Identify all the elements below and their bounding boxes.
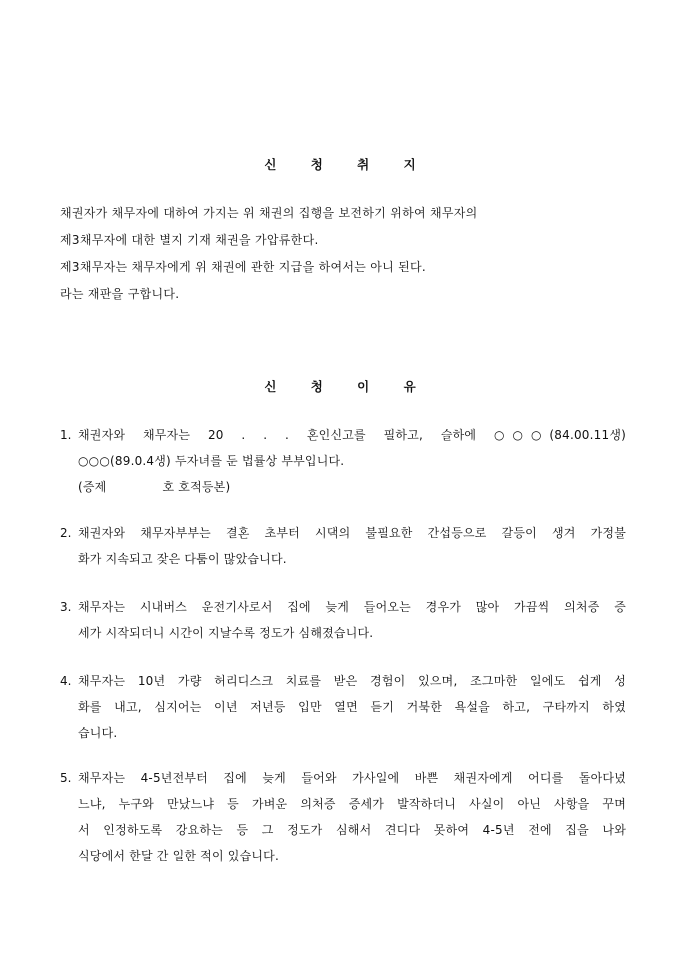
purpose-heading: 신 청 취 지 xyxy=(264,157,416,172)
reason-number: 4. xyxy=(60,674,72,688)
purpose-line: 라는 재판을 구합니다. xyxy=(60,287,180,301)
reasons-heading: 신 청 이 유 xyxy=(264,379,416,394)
reason-item xyxy=(60,422,626,500)
reason-item xyxy=(60,668,626,746)
purpose-line: 채권자가 채무자에 대하여 가지는 위 채권의 집행을 보전하기 위하여 채무자의 xyxy=(60,206,478,220)
evidence-suffix: 호 호적등본) xyxy=(162,480,231,494)
reason-line: 채권자와 채무자부부는 결혼 초부터 시댁의 불필요한 간섭등으로 갈등이 생겨 가정불 xyxy=(78,526,626,540)
reason-body xyxy=(78,520,626,572)
reason-number: 2. xyxy=(60,526,72,540)
reason-line: ○○○(89.0.4생) 두자녀를 둔 법률상 부부입니다. xyxy=(78,454,345,468)
reason-item xyxy=(60,594,626,646)
purpose-line: 제3채무자는 채무자에게 위 채권에 관한 지급을 하여서는 아니 된다. xyxy=(60,260,427,274)
evidence-note xyxy=(78,474,626,500)
purpose-line: 제3채무자에 대한 별지 기재 채권을 가압류한다. xyxy=(60,233,319,247)
reason-body xyxy=(78,594,626,646)
reason-body xyxy=(78,765,626,869)
evidence-prefix: (증제 xyxy=(78,480,107,494)
reason-line: 화가 지속되고 잦은 다툼이 많았습니다. xyxy=(78,552,287,566)
reason-line: 서 인정하도록 강요하는 등 그 정도가 심해서 견디다 못하여 4-5년 전에 집을 나와 xyxy=(78,823,626,837)
reason-line: 습니다. xyxy=(78,726,118,740)
reason-line: 세가 시작되더니 시간이 지날수록 정도가 심해졌습니다. xyxy=(78,626,374,640)
reason-line: 채권자와 채무자는 20 . . . 혼인신고를 필하고, 슬하에 ○○○(84.00.11생) xyxy=(78,428,626,442)
reason-body xyxy=(78,422,626,500)
reason-number: 3. xyxy=(60,600,72,614)
reason-body xyxy=(78,668,626,746)
reason-line: 채무자는 10년 가량 허리디스크 치료를 받은 경험이 있으며, 조그마한 일에도 쉽게 성 xyxy=(78,674,626,688)
reason-number: 5. xyxy=(60,771,72,785)
reason-line: 채무자는 시내버스 운전기사로서 집에 늦게 들어오는 경우가 많아 가끔씩 의처증 증 xyxy=(78,600,626,614)
reason-line: 화를 내고, 심지어는 이년 저년등 입만 열면 듣기 거북한 욕설을 하고, 구타까지 하였 xyxy=(78,700,626,714)
reason-item xyxy=(60,765,626,869)
reason-line: 채무자는 4-5년전부터 집에 늦게 들어와 가사일에 바쁜 채권자에게 어디를 돌아다녔 xyxy=(78,771,626,785)
reason-number: 1. xyxy=(60,428,72,442)
reason-line: 식당에서 한달 간 일한 적이 있습니다. xyxy=(78,849,279,863)
reason-line: 느냐, 누구와 만났느냐 등 가벼운 의처증 증세가 발작하더니 사실이 아닌 사항을 꾸며 xyxy=(78,797,626,811)
purpose-section xyxy=(60,200,640,308)
reason-item xyxy=(60,520,626,572)
